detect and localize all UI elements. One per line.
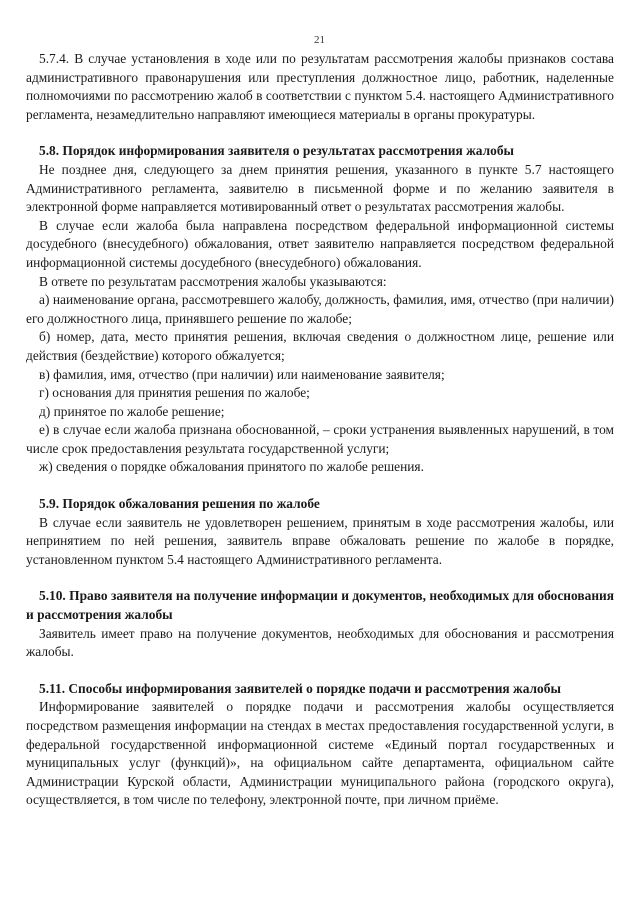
page-number: 21: [314, 34, 325, 46]
list-item: б) номер, дата, место принятия решения, включая сведения о должностном лице, решение или действия (бездействие) которого обжалуется;: [26, 329, 614, 363]
heading-5-9: 5.9. Порядок обжалования решения по жалобе: [39, 496, 320, 512]
list-item: е) в случае если жалоба признана обоснованной, – сроки устранения выявленных нарушений, в том числе срок предоставления результата государственной услуги;: [26, 422, 614, 456]
list-item: г) основания для принятия решения по жалобе;: [39, 385, 310, 401]
heading-5-11: 5.11. Способы информирования заявителей о порядке подачи и рассмотрения жалобы: [39, 680, 561, 696]
paragraph-5-7-4: 5.7.4. В случае установления в ходе или по результатам рассмотрения жалобы признаков состава административного правонарушения или преступления должностное лицо, работник, наделенные полномочиями по рассмотрению жалоб в соответствии с пунктом 5.4. настоящего Административного регламента, незамедлительно направляют имеющиеся материалы в органы прокуратуры.: [26, 51, 614, 122]
paragraph-5-11: Информирование заявителей о порядке подачи и рассмотрения жалобы осуществляется посредством размещения информации на стендах в местах предоставления государственной услуги, в федеральной государственной информационной системе «Единый портал государственных и муниципальных услуг (функций)», на официальном сайте департамента, официальном сайте Администрации Курской области, Администрации муниципального района (городского округа), осуществляется, в том числе по телефону, электронной почте, при личном приёме.: [26, 699, 614, 808]
list-item: д) принятое по жалобе решение;: [39, 403, 225, 419]
paragraph-5-8-2: В случае если жалоба была направлена посредством федеральной информационной системы досудебного (внесудебного) обжалования, ответ заявителю направляется посредством федеральной информационной системы досудебного (внесудебного) обжалования.: [26, 217, 614, 270]
list-item: в) фамилия, имя, отчество (при наличии) или наименование заявителя;: [39, 366, 445, 382]
list-item: а) наименование органа, рассмотревшего жалобу, должность, фамилия, имя, отчество (при наличии) его должностного лица, принявшего решение по жалобе;: [26, 292, 614, 326]
heading-5-10: 5.10. Право заявителя на получение информации и документов, необходимых для обоснования и рассмотрения жалобы: [26, 588, 614, 623]
paragraph-5-10: Заявитель имеет право на получение документов, необходимых для обоснования и рассмотрения жалобы.: [26, 625, 614, 660]
document-body: [26, 50, 614, 810]
list-item: ж) сведения о порядке обжалования принятого по жалобе решения.: [39, 459, 424, 475]
paragraph-5-9: В случае если заявитель не удовлетворен решением, принятым в ходе рассмотрения жалобы, или непринятием по ней решения, заявитель вправе обжаловать решение по жалобе в порядке, установленном пунктом 5.4 настоящего Административного регламента.: [26, 514, 614, 567]
paragraph-5-8-1: Не позднее дня, следующего за днем принятия решения, указанного в пункте 5.7 настоящего Административного регламента, заявителю в письменной форме и по желанию заявителя в электронной форме направляется мотивированный ответ о результатах рассмотрения жалобы.: [26, 161, 614, 215]
paragraph-5-8-3: В ответе по результатам рассмотрения жалобы указываются:: [39, 273, 387, 289]
heading-5-8: 5.8. Порядок информирования заявителя о результатах рассмотрения жалобы: [39, 143, 514, 159]
